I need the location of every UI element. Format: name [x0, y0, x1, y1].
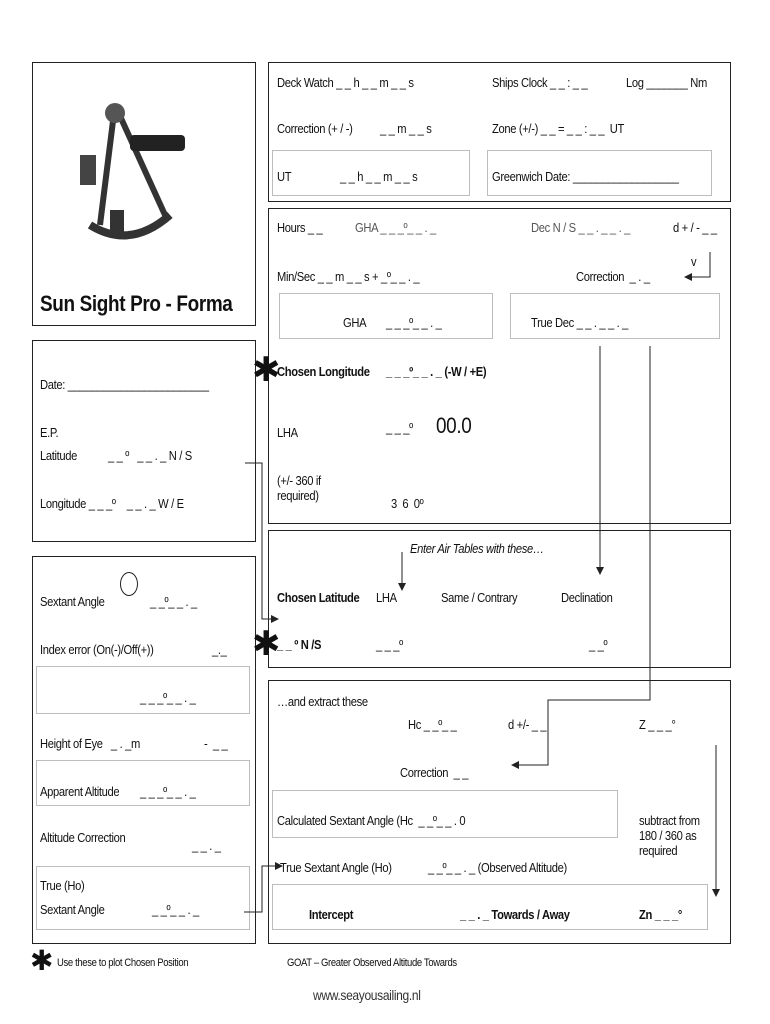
- chosen-longitude-field[interactable]: _ _ _º_ _ . _ (-W / +E): [386, 364, 487, 379]
- apparent-altitude-field[interactable]: _ _ _º_ _ . _: [140, 784, 196, 799]
- dec-correction-field[interactable]: Correction _ . _: [576, 269, 650, 284]
- z-field[interactable]: Z _ _ _°: [639, 717, 676, 732]
- date-field[interactable]: Date: ________________________: [40, 377, 209, 392]
- extract-d-field[interactable]: d +/- _ _: [508, 717, 547, 732]
- height-of-eye-field[interactable]: Height of Eye _ . _m: [40, 736, 140, 751]
- correction-field[interactable]: _ _ m _ _ s: [380, 121, 432, 136]
- three-sixty-value: 3 6 0º: [391, 496, 424, 511]
- page-title: Sun Sight Pro - Forma: [40, 291, 233, 316]
- correction-label: Correction (+ / -): [277, 121, 353, 136]
- minsec-field[interactable]: Min/Sec _ _ m _ _ s + _º_ _ . _: [277, 269, 420, 284]
- enter-air-tables-note: Enter Air Tables with these…: [410, 541, 544, 556]
- gha-total-field[interactable]: _ _ _º_ _ . _: [386, 315, 442, 330]
- footer-star-icon: ✱: [30, 944, 54, 977]
- chosen-latitude-label: Chosen Latitude: [277, 590, 360, 605]
- air-lha-field[interactable]: _ _ _º: [376, 637, 403, 652]
- greenwich-date-field[interactable]: Greenwich Date: __________________: [492, 169, 679, 184]
- sextant-angle-field[interactable]: _ _º_ _ . _: [150, 594, 197, 609]
- hc-field[interactable]: Hc _ _º_ _: [408, 717, 457, 732]
- subtract-note: subtract from 180 / 360 as required: [639, 813, 700, 858]
- air-dec-field[interactable]: _ _º: [589, 637, 608, 652]
- goat-note: GOAT – Greater Observed Altitude Towards: [287, 957, 457, 969]
- lha-decimal: 00.0: [436, 413, 472, 438]
- chosen-latitude-field[interactable]: _ _ º N /S: [277, 637, 322, 652]
- ep-label: E.P.: [40, 425, 59, 440]
- zn-field[interactable]: Zn _ _ _°: [639, 907, 683, 922]
- true-ho-field[interactable]: _ _º_ _ . _: [152, 902, 199, 917]
- d-field[interactable]: d + / - _ _: [673, 220, 717, 235]
- true-sextant-angle-label: Sextant Angle: [40, 902, 105, 917]
- pm360-note: (+/- 360 if required): [277, 473, 321, 503]
- ut-field[interactable]: _ _ h _ _ m _ _ s: [340, 169, 418, 184]
- true-sextant-field[interactable]: _ _º_ _ . _ (Observed Altitude): [428, 860, 567, 875]
- log-field[interactable]: Log _______ Nm: [626, 75, 707, 90]
- deck-watch-field[interactable]: Deck Watch _ _ h _ _ m _ _ s: [277, 75, 414, 90]
- latitude-label: Latitude: [40, 448, 78, 463]
- v-label: v: [691, 254, 697, 269]
- gha-hours-field[interactable]: GHA _ _ _º_ _ . _: [355, 220, 436, 235]
- zone-field[interactable]: Zone (+/-) _ _ = _ _ : _ _ UT: [492, 121, 624, 136]
- altitude-correction-field[interactable]: _ _ . _: [192, 838, 221, 853]
- chosen-longitude-star-icon: ✱: [252, 350, 281, 390]
- extract-title: …and extract these: [277, 694, 368, 709]
- air-lha-label: LHA: [376, 590, 397, 605]
- dec-field[interactable]: Dec N / S _ _ . _ _ . _: [531, 220, 630, 235]
- index-error-field[interactable]: _._: [212, 642, 227, 657]
- extract-correction-field[interactable]: Correction _ _: [400, 765, 469, 780]
- chosen-longitude-label: Chosen Longitude: [277, 364, 370, 379]
- declination-label: Declination: [561, 590, 613, 605]
- index-error-label: Index error (On(-)/Off(+)): [40, 642, 154, 657]
- true-sextant-label: True Sextant Angle (Ho): [280, 860, 392, 875]
- dip-field[interactable]: - _ _: [204, 736, 228, 751]
- altitude-correction-label: Altitude Correction: [40, 830, 126, 845]
- intercept-label: Intercept: [309, 907, 354, 922]
- plot-note: Use these to plot Chosen Position: [57, 957, 189, 969]
- calc-sextant-field[interactable]: Calculated Sextant Angle (Hc _ _º_ _ . 0: [277, 813, 466, 828]
- ut-label: UT: [277, 169, 292, 184]
- observed-sum-field[interactable]: _ _ _º_ _ . _: [140, 690, 196, 705]
- sextant-angle-label: Sextant Angle: [40, 594, 105, 609]
- longitude-field[interactable]: Longitude _ _ _º _ _ . _ W / E: [40, 496, 184, 511]
- ships-clock-field[interactable]: Ships Clock _ _ : _ _: [492, 75, 588, 90]
- gha-total-label: GHA: [343, 315, 367, 330]
- hours-field[interactable]: Hours _ _: [277, 220, 323, 235]
- true-dec-field[interactable]: True Dec _ _ . _ _ . _: [531, 315, 629, 330]
- chosen-latitude-star-icon: ✱: [252, 624, 281, 664]
- same-contrary-label: Same / Contrary: [441, 590, 518, 605]
- lha-label: LHA: [277, 425, 298, 440]
- apparent-altitude-label: Apparent Altitude: [40, 784, 120, 799]
- latitude-field[interactable]: _ _ º _ _ . _ N / S: [108, 448, 192, 463]
- website-link[interactable]: www.seayousailing.nl: [313, 987, 421, 1003]
- lha-field[interactable]: _ _ _º: [386, 420, 413, 435]
- true-ho-label: True (Ho): [40, 878, 85, 893]
- intercept-field[interactable]: _ _ . _ Towards / Away: [460, 907, 570, 922]
